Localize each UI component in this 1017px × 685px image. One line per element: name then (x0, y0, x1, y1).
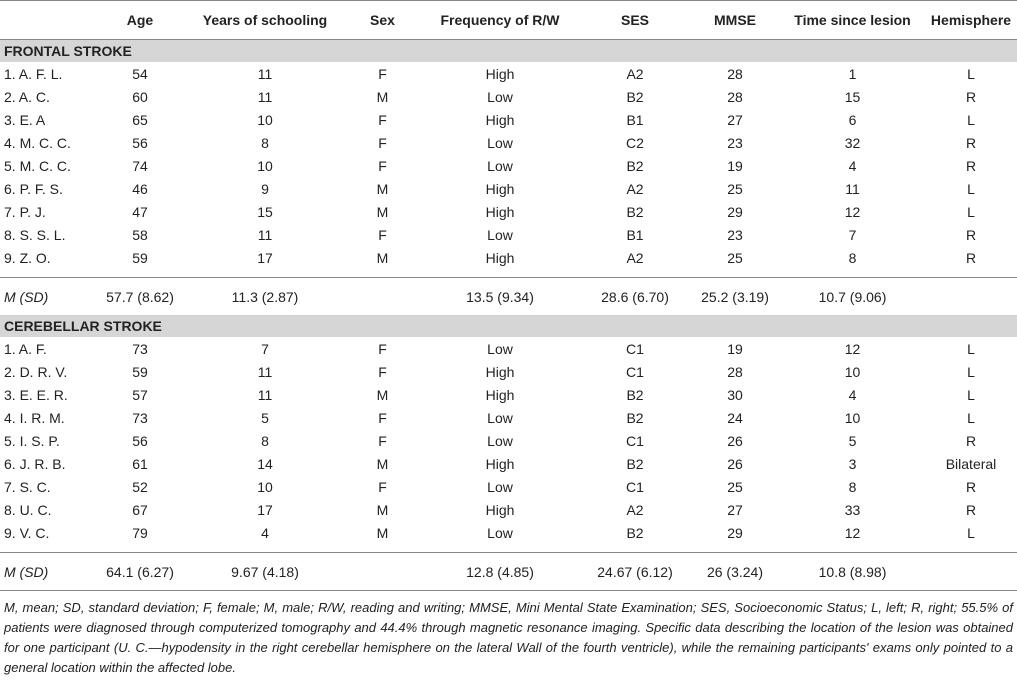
cell-age: 59 (132, 249, 148, 266)
summary-row (0, 553, 1017, 591)
cell-patient: 9. V. C. (4, 524, 50, 541)
table-body (0, 40, 1017, 591)
cell-ses: A2 (626, 180, 644, 197)
cell-frequency: High (485, 111, 515, 128)
cell-schooling: 9 (261, 180, 269, 197)
table-row (0, 154, 1017, 177)
cell-age: 46 (132, 180, 148, 197)
cell-time: 3 (848, 455, 857, 472)
cell-sex: M (376, 455, 389, 472)
cell-frequency: Low (487, 478, 513, 495)
summary-cell-hemisphere (925, 553, 1017, 591)
cell-patient: 9. Z. O. (4, 249, 51, 266)
header-cell-hemisphere: Hemisphere (930, 12, 1012, 28)
cell-hemisphere: R (965, 157, 977, 174)
cell-sex: F (378, 432, 387, 449)
cell-age: 65 (132, 111, 148, 128)
cell-hemisphere: L (967, 180, 975, 197)
cell-schooling: 15 (257, 203, 273, 220)
cell-patient: 7. P. J. (4, 203, 46, 220)
summary-cell-mmse: 25.2 (3.19) (701, 288, 769, 305)
cell-ses: A2 (626, 65, 644, 82)
cell-age: 52 (132, 478, 148, 495)
cell-hemisphere: L (967, 203, 975, 220)
cell-hemisphere: R (965, 88, 977, 105)
cell-age: 73 (132, 409, 148, 426)
cell-schooling: 8 (261, 134, 269, 151)
cell-sex: M (376, 524, 389, 541)
cell-time: 12 (844, 524, 861, 541)
cell-frequency: High (485, 65, 515, 82)
summary-cell-frequency: 13.5 (9.34) (466, 288, 534, 305)
cell-time: 6 (848, 111, 857, 128)
cell-hemisphere: L (967, 65, 975, 82)
header-cell-time: Time since lesion (794, 12, 911, 28)
cell-sex: M (376, 203, 389, 220)
cell-hemisphere: R (965, 134, 977, 151)
cell-patient: 7. S. C. (4, 478, 51, 495)
cell-sex: F (378, 478, 387, 495)
cell-sex: M (376, 88, 389, 105)
cell-time: 12 (844, 203, 861, 220)
cell-time: 8 (848, 478, 857, 495)
summary-cell-schooling: 11.3 (2.87) (231, 288, 299, 305)
cell-mmse: 29 (727, 203, 743, 220)
cell-sex: F (378, 409, 387, 426)
cell-sex: F (378, 363, 387, 380)
cell-mmse: 24 (727, 409, 743, 426)
cell-patient: 2. D. R. V. (4, 363, 68, 380)
cell-mmse: 27 (727, 501, 743, 518)
cell-patient: 8. S. S. L. (4, 226, 66, 243)
cell-ses: C1 (626, 363, 644, 380)
cell-hemisphere: R (965, 478, 977, 495)
cell-time: 11 (845, 180, 860, 197)
cell-mmse: 19 (727, 340, 743, 357)
summary-cell-sex (345, 278, 420, 316)
summary-cell-patient: M (SD) (4, 288, 49, 305)
cell-sex: F (378, 134, 387, 151)
header-cell-sex: Sex (370, 12, 395, 28)
table-row (0, 200, 1017, 223)
cell-hemisphere: R (965, 432, 977, 449)
cell-frequency: High (485, 501, 515, 518)
table-row (0, 498, 1017, 521)
cell-patient: 4. M. C. C. (4, 134, 71, 151)
cell-frequency: Low (487, 432, 513, 449)
section-header-row (0, 40, 1017, 63)
cell-sex: M (376, 249, 389, 266)
cell-hemisphere: L (967, 524, 975, 541)
cell-age: 56 (132, 432, 148, 449)
cell-time: 32 (844, 134, 861, 151)
cell-mmse: 28 (727, 65, 743, 82)
header-cell-age: Age (126, 12, 154, 28)
cell-ses: C1 (626, 432, 644, 449)
cell-patient: 6. P. F. S. (4, 180, 63, 197)
cell-ses: B2 (626, 386, 644, 403)
header-cell-blank (0, 1, 95, 40)
cell-mmse: 28 (727, 363, 743, 380)
table-row (0, 131, 1017, 154)
table-row (0, 475, 1017, 498)
cell-sex: F (378, 226, 387, 243)
cell-sex: F (378, 340, 387, 357)
table-row (0, 108, 1017, 131)
cell-time: 7 (848, 226, 857, 243)
cell-ses: C2 (626, 134, 644, 151)
cell-age: 60 (132, 88, 148, 105)
cell-schooling: 4 (261, 524, 269, 541)
cell-mmse: 26 (727, 432, 743, 449)
cell-age: 74 (132, 157, 148, 174)
cell-time: 4 (848, 386, 857, 403)
table-row (0, 62, 1017, 85)
cell-sex: M (376, 180, 389, 197)
cell-hemisphere: R (965, 501, 977, 518)
cell-patient: 5. M. C. C. (4, 157, 71, 174)
cell-patient: 4. I. R. M. (4, 409, 65, 426)
summary-cell-sex (345, 553, 420, 591)
table-row (0, 452, 1017, 475)
cell-ses: C1 (626, 340, 644, 357)
cell-ses: A2 (626, 501, 644, 518)
summary-cell-age: 64.1 (6.27) (106, 563, 174, 580)
summary-cell-time: 10.8 (8.98) (818, 563, 887, 580)
spacer-cell (0, 544, 1017, 553)
cell-frequency: Low (487, 157, 513, 174)
cell-ses: B2 (626, 524, 644, 541)
summary-row (0, 278, 1017, 316)
cell-age: 59 (132, 363, 148, 380)
cell-mmse: 29 (727, 524, 743, 541)
summary-cell-frequency: 12.8 (4.85) (466, 563, 534, 580)
cell-time: 10 (844, 363, 861, 380)
cell-frequency: Low (487, 409, 513, 426)
cell-time: 10 (844, 409, 861, 426)
cell-schooling: 10 (257, 478, 273, 495)
cell-schooling: 11 (257, 363, 273, 380)
cell-schooling: 8 (261, 432, 269, 449)
cell-frequency: Low (487, 134, 513, 151)
cell-patient: 2. A. C. (4, 88, 50, 105)
cell-schooling: 5 (261, 409, 269, 426)
table-row (0, 223, 1017, 246)
cell-schooling: 10 (257, 157, 273, 174)
cell-sex: F (378, 65, 387, 82)
cell-age: 57 (132, 386, 148, 403)
summary-cell-mmse: 26 (3.24) (706, 563, 764, 580)
summary-cell-age: 57.7 (8.62) (106, 288, 174, 305)
cell-ses: B1 (626, 226, 644, 243)
cell-hemisphere: L (967, 386, 975, 403)
cell-frequency: High (485, 203, 515, 220)
cell-hemisphere: R (965, 249, 977, 266)
cell-frequency: Low (487, 524, 513, 541)
table-row (0, 246, 1017, 269)
cell-mmse: 25 (727, 249, 743, 266)
cell-hemisphere: L (967, 340, 975, 357)
cell-time: 12 (844, 340, 861, 357)
cell-frequency: Low (487, 340, 513, 357)
summary-cell-time: 10.7 (9.06) (818, 288, 887, 305)
table-row (0, 337, 1017, 360)
cell-time: 4 (848, 157, 857, 174)
summary-cell-ses: 24.67 (6.12) (597, 563, 673, 580)
cell-age: 67 (132, 501, 148, 518)
cell-schooling: 11 (257, 88, 273, 105)
cell-age: 73 (132, 340, 148, 357)
cell-patient: 8. U. C. (4, 501, 52, 518)
cell-mmse: 30 (727, 386, 743, 403)
cell-mmse: 28 (727, 88, 743, 105)
cell-patient: 1. A. F. L. (4, 65, 63, 82)
table-row (0, 360, 1017, 383)
cell-age: 79 (132, 524, 148, 541)
cell-time: 5 (848, 432, 857, 449)
cell-schooling: 14 (257, 455, 273, 472)
cell-sex: M (376, 386, 389, 403)
cell-ses: A2 (626, 249, 644, 266)
summary-cell-schooling: 9.67 (4.18) (231, 563, 299, 580)
cell-time: 1 (848, 65, 857, 82)
summary-cell-hemisphere (925, 278, 1017, 316)
cell-time: 15 (844, 88, 861, 105)
cell-sex: F (378, 111, 387, 128)
spacer-cell (0, 269, 1017, 278)
table-row (0, 85, 1017, 108)
cell-sex: M (376, 501, 389, 518)
cell-time: 33 (844, 501, 861, 518)
cell-schooling: 17 (257, 501, 273, 518)
cell-frequency: Low (487, 88, 513, 105)
table-row (0, 429, 1017, 452)
cell-mmse: 26 (727, 455, 743, 472)
table-footnote: M, mean; SD, standard deviation; F, female; M, male; R/W, reading and writing; MMSE, Mini Mental State Examination; SES, Socioeconomic Status; L, left; R, right; 55.5% of patients were diagnosed through computerized tomography and 44.4% through magnetic resonance imaging. Specific data describing the location of the lesion was obtained for one participant (U. C.—hypodensity in the right cerebellar hemisphere on the lateral Wall of the fourth ventricle), while the remaining participants' exams only pointed to a general location within the affected lobe. (4, 600, 1013, 675)
cell-mmse: 25 (727, 180, 743, 197)
cell-mmse: 23 (727, 134, 743, 151)
header-cell-ses: SES (620, 12, 649, 28)
header-row (0, 1, 1017, 40)
cell-frequency: High (485, 180, 515, 197)
cell-ses: B2 (626, 88, 644, 105)
spacer-row (0, 544, 1017, 553)
cell-hemisphere: R (965, 226, 977, 243)
cell-schooling: 7 (261, 340, 269, 357)
cell-schooling: 10 (257, 111, 273, 128)
table-row (0, 406, 1017, 429)
cell-schooling: 17 (257, 249, 273, 266)
cell-mmse: 23 (727, 226, 743, 243)
header-cell-schooling: Years of schooling (202, 12, 328, 28)
cell-frequency: High (485, 386, 515, 403)
header-cell-mmse: MMSE (714, 12, 756, 28)
cell-patient: 3. E. A (4, 111, 46, 128)
spacer-row (0, 269, 1017, 278)
cell-frequency: High (485, 363, 515, 380)
cell-ses: B2 (626, 455, 644, 472)
cell-patient: 5. I. S. P. (4, 432, 60, 449)
cell-hemisphere: Bilateral (945, 455, 997, 472)
summary-cell-patient: M (SD) (4, 563, 49, 580)
table-row (0, 521, 1017, 544)
cell-ses: B2 (626, 409, 644, 426)
cell-hemisphere: L (967, 363, 975, 380)
cell-age: 56 (132, 134, 148, 151)
cell-ses: C1 (626, 478, 644, 495)
cell-age: 47 (132, 203, 148, 220)
cell-frequency: High (485, 249, 515, 266)
cell-mmse: 27 (727, 111, 743, 128)
cell-time: 8 (848, 249, 857, 266)
cell-ses: B1 (626, 111, 644, 128)
cell-frequency: High (485, 455, 515, 472)
cell-ses: B2 (626, 203, 644, 220)
cell-age: 58 (132, 226, 148, 243)
cell-hemisphere: L (967, 409, 975, 426)
cell-ses: B2 (626, 157, 644, 174)
cell-age: 54 (132, 65, 148, 82)
cell-patient: 6. J. R. B. (4, 455, 66, 472)
cell-schooling: 11 (257, 226, 273, 243)
cell-patient: 1. A. F. (4, 340, 47, 357)
summary-cell-ses: 28.6 (6.70) (601, 288, 669, 305)
table-row (0, 177, 1017, 200)
cell-hemisphere: L (967, 111, 975, 128)
section-title: CEREBELLAR STROKE (0, 315, 1017, 337)
section-header-row (0, 315, 1017, 337)
cell-schooling: 11 (257, 65, 273, 82)
cell-mmse: 19 (727, 157, 743, 174)
header-cell-frequency: Frequency of R/W (440, 12, 560, 28)
cell-frequency: Low (487, 226, 513, 243)
cell-sex: F (378, 157, 387, 174)
cell-patient: 3. E. E. R. (4, 386, 68, 403)
cell-schooling: 11 (257, 386, 273, 403)
cell-age: 61 (132, 455, 148, 472)
table-row (0, 383, 1017, 406)
cell-mmse: 25 (727, 478, 743, 495)
section-title: FRONTAL STROKE (0, 40, 1017, 63)
